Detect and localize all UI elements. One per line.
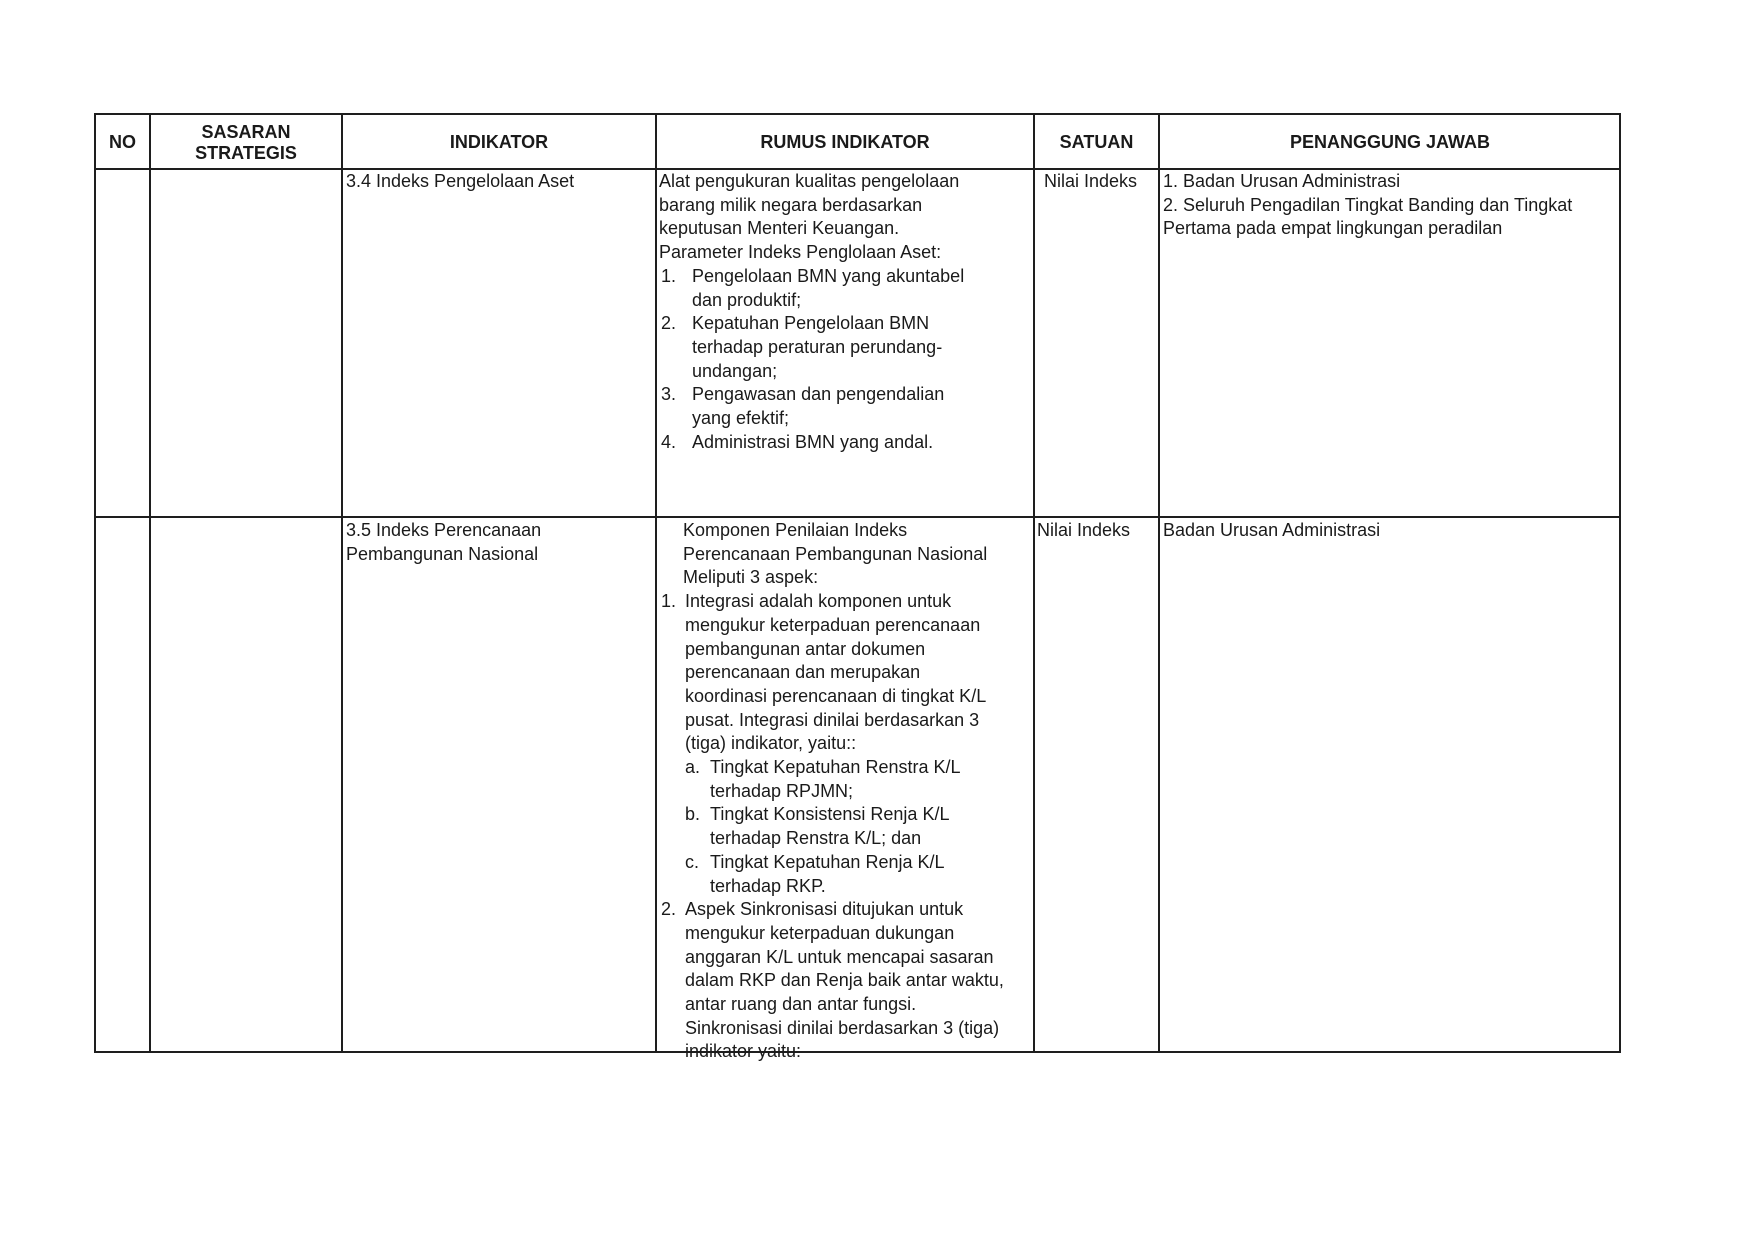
- list-line: (tiga) indikator, yaitu::: [685, 733, 857, 754]
- list-line: antar ruang dan antar fungsi.: [685, 994, 917, 1015]
- rumus-line: Komponen Penilaian Indeks: [683, 520, 908, 540]
- sub-list-item: [685, 851, 986, 898]
- column-divider: [1158, 115, 1160, 1051]
- indicator-table: [94, 113, 1621, 1062]
- header-indikator: INDIKATOR: [449, 132, 549, 152]
- rumus-list-item: [659, 590, 1004, 898]
- list-text: [692, 312, 942, 383]
- column-divider: [341, 115, 343, 1051]
- list-number: 3.: [661, 384, 677, 405]
- header-no: NO: [109, 132, 136, 152]
- list-text: [685, 590, 986, 898]
- sub-list-item: [685, 756, 986, 803]
- header-sasaran-line1: SASARAN: [201, 121, 291, 142]
- list-line: terhadap RKP.: [710, 875, 826, 896]
- row1-satuan: Nilai Indeks: [1044, 171, 1138, 191]
- list-line: Integrasi adalah komponen untuk: [685, 591, 952, 612]
- list-line: pembangunan antar dokumen: [685, 638, 926, 659]
- list-line: undangan;: [692, 360, 778, 381]
- sub-list-text: [710, 756, 961, 803]
- list-text: [692, 431, 933, 455]
- column-divider: [149, 115, 151, 1051]
- rumus-list-item: [659, 431, 964, 455]
- rumus-list-item: [659, 265, 964, 312]
- list-number: 4.: [661, 431, 677, 452]
- column-divider: [1033, 115, 1035, 1051]
- sub-list-letter: c.: [685, 851, 700, 872]
- row1-rumus: [659, 170, 964, 454]
- penanggung-line: Pertama pada empat lingkungan peradilan: [1163, 218, 1503, 239]
- rumus-intro: [659, 519, 1004, 590]
- list-line: Pengelolaan BMN yang akuntabel: [692, 265, 965, 286]
- list-line: dan produktif;: [692, 289, 802, 310]
- row-divider: [96, 516, 1619, 518]
- rumus-line: keputusan Menteri Keuangan.: [659, 218, 900, 239]
- row2-indikator: [346, 519, 541, 566]
- list-line: indikator yaitu:: [685, 1041, 802, 1062]
- sub-list-text: [710, 803, 949, 850]
- header-sasaran-line2: STRATEGIS: [195, 142, 297, 163]
- header-rumus-indikator: RUMUS INDIKATOR: [760, 132, 930, 152]
- list-line: Aspek Sinkronisasi ditujukan untuk: [685, 899, 964, 920]
- list-line: Administrasi BMN yang andal.: [692, 431, 934, 452]
- list-number: 1.: [661, 265, 677, 286]
- sub-list-text: [710, 851, 945, 898]
- row1-penanggung-jawab: [1163, 170, 1572, 241]
- list-line: perencanaan dan merupakan: [685, 662, 921, 683]
- list-line: Tingkat Kepatuhan Renja K/L: [710, 851, 945, 872]
- list-number: 1.: [661, 591, 677, 612]
- list-line: terhadap peraturan perundang-: [692, 336, 943, 357]
- row2-satuan: Nilai Indeks: [1037, 520, 1131, 540]
- rumus-line: Perencanaan Pembangunan Nasional: [683, 543, 988, 564]
- rumus-line: Meliputi 3 aspek:: [683, 567, 819, 588]
- list-number: 2.: [661, 899, 677, 920]
- row1-indikator: 3.4 Indeks Pengelolaan Aset: [346, 171, 575, 191]
- list-line: Sinkronisasi dinilai berdasarkan 3 (tiga): [685, 1017, 1000, 1038]
- list-line: Pengawasan dan pengendalian: [692, 384, 945, 405]
- list-line: koordinasi perencanaan di tingkat K/L: [685, 685, 987, 706]
- list-text: [692, 265, 964, 312]
- rumus-line: Parameter Indeks Penglolaan Aset:: [659, 242, 942, 263]
- list-line: Kepatuhan Pengelolaan BMN: [692, 313, 930, 334]
- list-line: mengukur keterpaduan perencanaan: [685, 614, 981, 635]
- sub-list-letter: a.: [685, 757, 701, 778]
- rumus-list-item: [659, 383, 964, 430]
- penanggung-line: 1. Badan Urusan Administrasi: [1163, 171, 1401, 191]
- list-line: mengukur keterpaduan dukungan: [685, 922, 955, 943]
- list-text: [685, 898, 1004, 1064]
- sub-list-letter: b.: [685, 804, 701, 825]
- list-number: 2.: [661, 313, 677, 334]
- header-sasaran-strategis: [151, 115, 341, 170]
- row2-rumus: [659, 519, 1004, 1062]
- penanggung-line: 2. Seluruh Pengadilan Tingkat Banding dan Tingkat: [1163, 194, 1573, 215]
- row2-penanggung-jawab: Badan Urusan Administrasi: [1163, 520, 1381, 540]
- header-satuan: SATUAN: [1059, 132, 1134, 152]
- list-line: pusat. Integrasi dinilai berdasarkan 3: [685, 709, 980, 730]
- column-divider: [655, 115, 657, 1051]
- rumus-list-item: [659, 898, 1004, 1064]
- list-line: Tingkat Konsistensi Renja K/L: [710, 804, 950, 825]
- list-line: yang efektif;: [692, 408, 790, 429]
- list-line: Tingkat Kepatuhan Renstra K/L: [710, 757, 961, 778]
- rumus-line: barang milik negara berdasarkan: [659, 194, 923, 215]
- list-text: [692, 383, 944, 430]
- indikator-line: Pembangunan Nasional: [346, 543, 539, 564]
- list-line: terhadap RPJMN;: [710, 780, 854, 801]
- header-penanggung-jawab: PENANGGUNG JAWAB: [1289, 132, 1491, 152]
- list-line: dalam RKP dan Renja baik antar waktu,: [685, 970, 1004, 991]
- list-line: terhadap Renstra K/L; dan: [710, 828, 922, 849]
- rumus-line: Alat pengukuran kualitas pengelolaan: [659, 171, 960, 191]
- indikator-line: 3.5 Indeks Perencanaan: [346, 520, 542, 540]
- rumus-list-item: [659, 312, 964, 383]
- list-line: anggaran K/L untuk mencapai sasaran: [685, 946, 994, 967]
- sub-list-item: [685, 803, 986, 850]
